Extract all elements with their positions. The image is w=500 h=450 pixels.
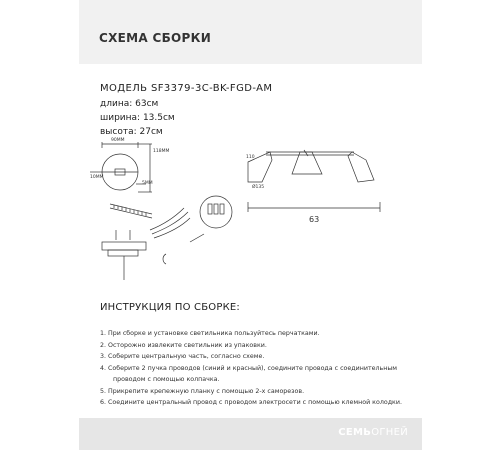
dim-118mm: 118ММ — [153, 149, 170, 154]
model-name: МОДЕЛЬ SF3379-3C-BK-FGD-AM — [100, 83, 273, 94]
instruction-step: 1. При сборке и установке светильника пользуйтесь перчатками. — [100, 330, 320, 337]
instruction-step: 6. Соедините центральный провод с проводом электросети с помощью клемной колодки. — [100, 399, 402, 406]
instruction-step: 4. Соберите 2 пучка проводов (синий и красный), соедините провода с соединительным — [100, 364, 398, 372]
instruction-step: 2. Осторожно извлеките светильник из упаковки. — [100, 341, 267, 349]
lamp-front-view — [248, 150, 380, 212]
dim-135: Ø135 — [252, 185, 265, 190]
spec-width: ширина: 13.5см — [100, 113, 175, 123]
dim-5mm: 5ММ — [142, 181, 153, 186]
brand-regular: ОГНЕЙ — [371, 427, 408, 438]
assembly-exploded-view — [102, 196, 232, 280]
dim-110: 110 — [246, 155, 255, 160]
brand-logo — [338, 427, 408, 438]
instruction-step-continued: проводом с помощью колпачка. — [113, 376, 220, 383]
instructions-list — [100, 328, 402, 409]
spec-length: длина: 63см — [100, 99, 159, 109]
page-title: СХЕМА СБОРКИ — [99, 31, 212, 45]
dim-63: 63 — [309, 215, 320, 224]
dim-10mm: 10ММ — [90, 175, 104, 180]
instruction-step: 5. Прикрепите крепежную планку с помощью 2-х саморезов. — [100, 387, 305, 395]
instruction-step: 3. Соберите центральную часть, согласно схеме. — [100, 353, 265, 360]
dim-90mm: 90ММ — [111, 138, 125, 143]
spec-height: высота: 27см — [100, 127, 163, 137]
instructions-title: ИНСТРУКЦИЯ ПО СБОРКЕ: — [100, 302, 240, 313]
footer-band — [79, 418, 422, 450]
assembly-diagram — [80, 130, 420, 290]
header-band — [79, 0, 422, 64]
brand-bold: СЕМЬ — [338, 427, 372, 438]
